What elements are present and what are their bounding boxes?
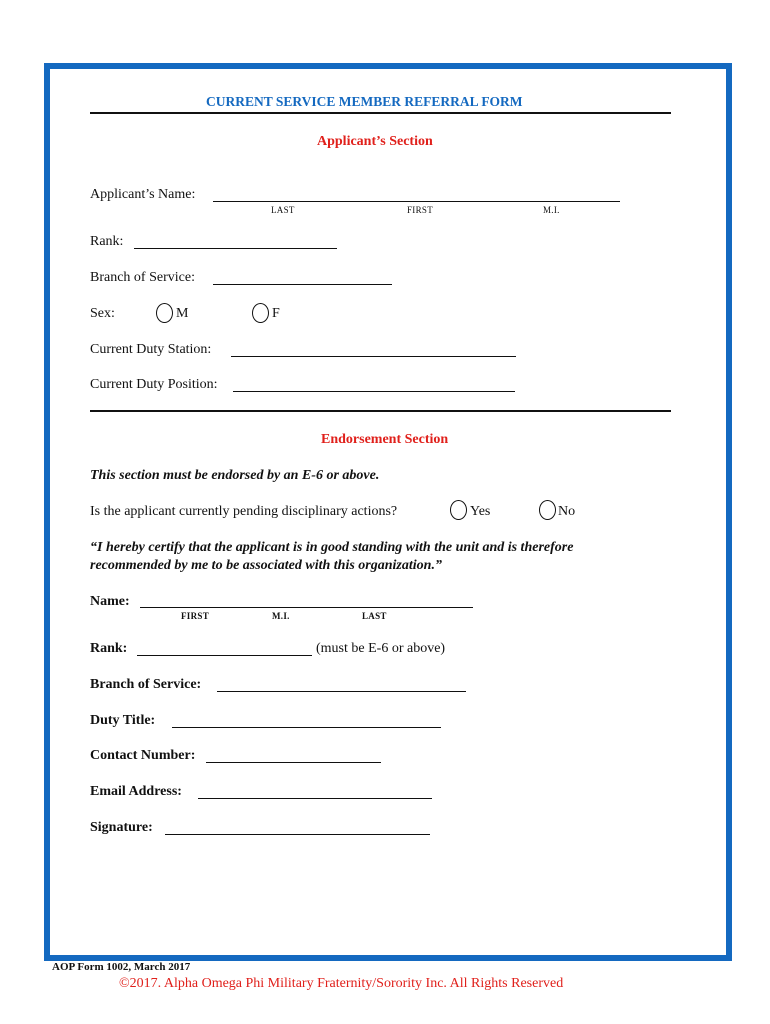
certify-line-1: “I hereby certify that the applicant is in good standing with the unit and is therefore (90, 540, 574, 555)
section-rule (90, 410, 671, 412)
title-rule (90, 112, 671, 114)
sex-f-label: F (272, 306, 280, 321)
applicant-section-title: Applicant’s Section (317, 134, 433, 149)
copyright-notice: ©2017. Alpha Omega Phi Military Fraternity/Sorority Inc. All Rights Reserved (119, 976, 564, 991)
disciplinary-no-label: No (558, 504, 576, 519)
duty-position-field[interactable] (233, 391, 515, 392)
endorsement-section-title: Endorsement Section (321, 432, 449, 447)
endorsement-note: This section must be endorsed by an E-6 or above. (90, 468, 380, 483)
endorser-name-label: Name: (90, 594, 130, 609)
contact-number-label: Contact Number: (90, 748, 196, 763)
rank-label: Rank: (90, 234, 124, 249)
endorser-branch-label: Branch of Service: (90, 677, 202, 692)
duty-position-label: Current Duty Position: (90, 377, 218, 392)
duty-title-label: Duty Title: (90, 713, 156, 728)
disciplinary-question: Is the applicant currently pending disciplinary actions? (90, 504, 398, 519)
signature-field[interactable] (165, 834, 430, 835)
form-title: CURRENT SERVICE MEMBER REFERRAL FORM (206, 94, 523, 109)
email-address-label: Email Address: (90, 784, 182, 799)
name-sub-mi: M.I. (543, 205, 560, 215)
certify-line-2: recommended by me to be associated with this organization.” (90, 558, 442, 573)
name-sub-first: FIRST (407, 205, 434, 215)
sex-f-radio[interactable] (252, 303, 269, 323)
name-sub-last: LAST (271, 205, 295, 215)
applicant-name-field[interactable] (213, 201, 620, 202)
contact-number-field[interactable] (206, 762, 381, 763)
endorser-rank-label: Rank: (90, 641, 128, 656)
endorser-rank-note: (must be E-6 or above) (316, 641, 446, 656)
disciplinary-yes-radio[interactable] (450, 500, 467, 520)
disciplinary-no-radio[interactable] (539, 500, 556, 520)
branch-field[interactable] (213, 284, 392, 285)
sex-m-radio[interactable] (156, 303, 173, 323)
branch-label: Branch of Service: (90, 270, 195, 285)
sex-label: Sex: (90, 306, 115, 321)
sex-m-label: M (176, 306, 189, 321)
applicant-name-label: Applicant’s Name: (90, 187, 196, 202)
endorser-sub-first: FIRST (181, 611, 210, 621)
duty-title-field[interactable] (172, 727, 441, 728)
form-id: AOP Form 1002, March 2017 (52, 961, 191, 973)
rank-field[interactable] (134, 248, 337, 249)
duty-station-label: Current Duty Station: (90, 342, 212, 357)
endorser-sub-last: LAST (362, 611, 387, 621)
signature-label: Signature: (90, 820, 153, 835)
endorser-branch-field[interactable] (217, 691, 466, 692)
endorser-rank-field[interactable] (137, 655, 312, 656)
endorser-name-field[interactable] (140, 607, 473, 608)
disciplinary-yes-label: Yes (470, 504, 491, 519)
duty-station-field[interactable] (231, 356, 516, 357)
endorser-sub-mi: M.I. (272, 611, 290, 621)
email-address-field[interactable] (198, 798, 432, 799)
